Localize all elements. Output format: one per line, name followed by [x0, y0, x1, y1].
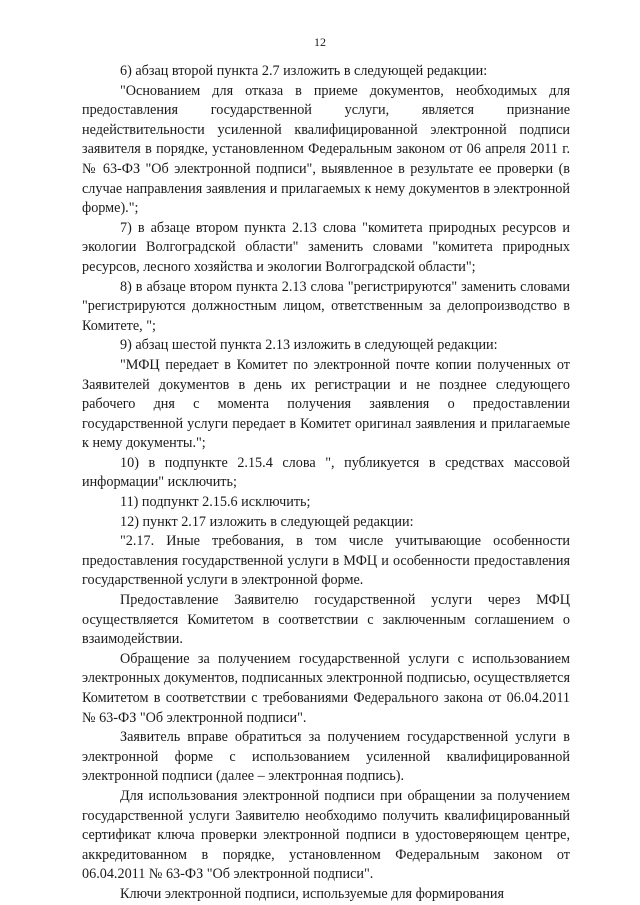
paragraph-mfc-transfer: "МФЦ передает в Комитет по электронной почте копии полученных от Заявителей документов в день их регистрации и не позднее следующего рабочего дня с момента получения заявления о предоставлении государственной услуги передает в Комитет оригинал заявления и прилагаемые к нему документы.";	[82, 356, 570, 452]
paragraph-item-11: 11) подпункт 2.15.6 исключить;	[120, 494, 311, 511]
paragraph-certificate: Для использования электронной подписи при обращении за получением государственной услуги Заявителю необходимо получить квалифицированный сертификат ключа проверки электронной подписи в удостоверяющем центре, аккредитованном в порядке, установленном Федеральным законом от 06.04.2011 № 63-ФЗ "Об электронной подписи".	[82, 787, 570, 883]
paragraph-electronic-documents: Обращение за получением государственной услуги с использованием электронных документов, подписанных электронной подписью, осуществляется Комитетом в соответствии с требованиями Федерального закона от 06.04.2011 № 63-ФЗ "Об электронной подписи".	[82, 650, 570, 726]
paragraph-item-10: 10) в подпункте 2.15.4 слова ", публикуется в средствах массовой информации" исключить;	[82, 454, 570, 491]
paragraph-item-6: 6) абзац второй пункта 2.7 изложить в следующей редакции:	[120, 63, 488, 79]
paragraph-item-9: 9) абзац шестой пункта 2.13 изложить в следующей редакции:	[120, 337, 498, 354]
paragraph-mfc-service: Предоставление Заявителю государственной услуги через МФЦ осуществляется Комитетом в соответствии с заключенным соглашением о взаимодействии.	[82, 592, 570, 648]
document-body	[82, 62, 570, 905]
paragraph-item-8: 8) в абзаце втором пункта 2.13 слова "регистрируются" заменить словами "регистрируются должностным лицом, ответственным за делопроизводство в Комитете, ";	[82, 278, 570, 334]
paragraph-item-12: 12) пункт 2.17 изложить в следующей редакции:	[120, 513, 414, 530]
paragraph-section-2-17: "2.17. Иные требования, в том числе учитывающие особенности предоставления государственной услуги в МФЦ и особенности предоставления государственной услуги в электронной форме.	[82, 533, 570, 589]
page-number: 12	[314, 35, 326, 49]
paragraph-refusal-grounds: "Основанием для отказа в приеме документов, необходимых для предоставления государственной услуги, является признание недействительности усиленной квалифицированной электронной подписи заявителя в порядке, установленном Федеральным законом от 06 апреля 2011 г. № 63-ФЗ "Об электронной подписи", выявленное в результате ее проверки (в случае направления заявления и прилагаемых к нему документов в электронной форме).";	[82, 82, 570, 217]
paragraph-applicant-right: Заявитель вправе обратиться за получением государственной услуги в электронной форме с использованием усиленной квалифицированной электронной подписи (далее – электронная подпись).	[82, 729, 570, 785]
paragraph-item-7: 7) в абзаце втором пункта 2.13 слова "комитета природных ресурсов и экологии Волгоградской области" заменить словами "комитета природных ресурсов, лесного хозяйства и экологии Волгоградской области";	[82, 219, 570, 275]
paragraph-signature-keys: Ключи электронной подписи, используемые для формирования	[120, 885, 505, 902]
